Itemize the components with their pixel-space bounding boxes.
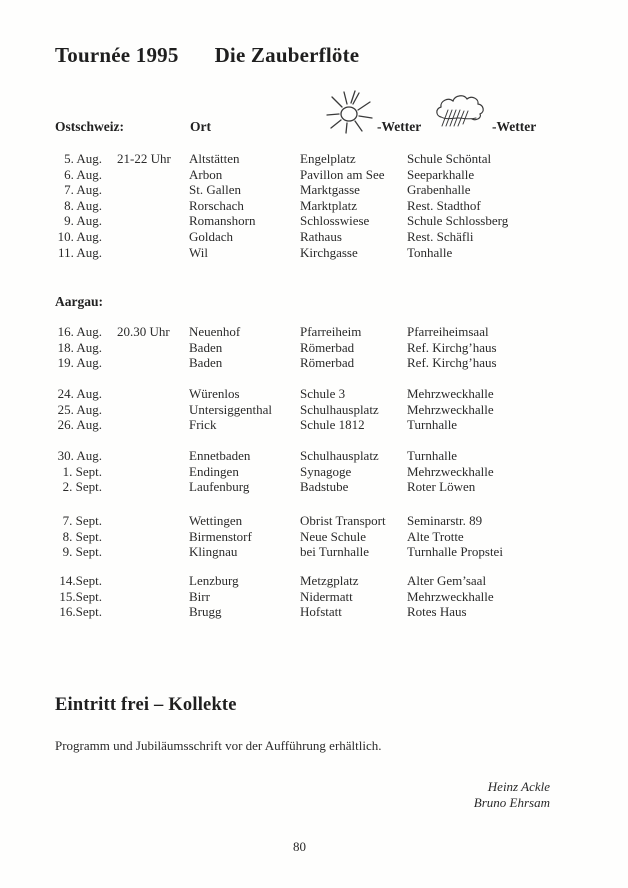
halle-cell: Turnhalle Propstei [407, 544, 503, 560]
ort-cell: Baden [189, 339, 223, 355]
ort-cell: Ennetbaden [189, 448, 251, 463]
signature-heinz-ackle: Heinz Ackle [487, 779, 550, 794]
title-work: Die Zauberflöte [214, 43, 360, 67]
ort-cell: Würenlos [189, 386, 240, 401]
platz-cell: Römerbad [300, 339, 355, 355]
schedule-row [50, 448, 610, 464]
date-cell: 8. Sept. [62, 528, 102, 544]
ort-cell: Neuenhof [189, 324, 241, 339]
platz-cell: Schulhausplatz [300, 401, 379, 417]
halle-cell: Grabenhalle [407, 182, 471, 198]
ort-column-label: Ort [190, 119, 211, 134]
halle-cell: Mehrzweckhalle [407, 401, 494, 417]
date-cell: 30. Aug. [57, 448, 102, 463]
halle-cell: Mehrzweckhalle [407, 588, 494, 604]
halle-cell: Alte Trotte [407, 528, 464, 544]
schedule-group-aargau-2 [50, 386, 610, 433]
ort-cell: Laufenburg [189, 479, 250, 495]
platz-cell: Metzgplatz [300, 573, 359, 588]
platz-cell: Engelplatz [300, 151, 356, 166]
time-cell: 20.30 Uhr [117, 324, 170, 339]
schedule-group-aargau-3 [50, 448, 610, 495]
halle-cell: Schule Schöntal [407, 151, 492, 166]
date-cell: 7. Sept. [62, 513, 102, 528]
halle-cell: Rotes Haus [407, 604, 467, 620]
schedule-row [50, 402, 610, 418]
ort-cell: Brugg [189, 604, 222, 620]
schedule-row [50, 198, 610, 214]
ort-cell: Frick [189, 417, 217, 433]
platz-cell: Römerbad [300, 355, 355, 371]
date-cell: 9. Aug. [64, 213, 102, 229]
platz-cell: Schlosswiese [300, 213, 370, 229]
program-note: Programm und Jubiläumsschrift vor der Aufführung erhältlich. [55, 738, 382, 753]
date-cell: 5. Aug. [64, 151, 102, 166]
halle-cell: Turnhalle [407, 417, 458, 433]
ort-cell: Altstätten [189, 151, 240, 166]
halle-cell: Ref. Kirchg’haus [407, 355, 497, 371]
schedule-row [50, 513, 610, 529]
platz-cell: Schule 1812 [300, 417, 365, 433]
platz-cell: Marktplatz [300, 197, 358, 213]
ort-cell: Klingnau [189, 544, 238, 560]
schedule-group-aargau-1 [50, 324, 610, 371]
ort-cell: St. Gallen [189, 182, 241, 198]
platz-cell: Hofstatt [300, 604, 342, 620]
date-cell: 2. Sept. [62, 479, 102, 495]
date-cell: 1. Sept. [62, 463, 102, 479]
region-label-aargau: Aargau: [55, 294, 103, 309]
date-cell: 15.Sept. [59, 588, 102, 604]
schedule-row [50, 417, 610, 433]
eintritt-heading: Eintritt frei – Kollekte [55, 695, 237, 715]
schedule-row [50, 340, 610, 356]
time-cell: 21-22 Uhr [117, 151, 171, 166]
date-cell: 25. Aug. [57, 401, 102, 417]
date-cell: 26. Aug. [57, 417, 102, 433]
ort-cell: Rorschach [189, 197, 244, 213]
schedule-row [50, 573, 610, 589]
platz-cell: Obrist Transport [300, 513, 386, 528]
platz-cell: Schulhausplatz [300, 448, 379, 463]
halle-cell: Alter Gem’saal [407, 573, 487, 588]
ort-cell: Arbon [189, 166, 223, 182]
halle-cell: Schule Schlossberg [407, 213, 509, 229]
platz-cell: Nidermatt [300, 588, 353, 604]
date-cell: 7. Aug. [64, 182, 102, 198]
schedule-row [50, 355, 610, 371]
date-cell: 6. Aug. [64, 166, 102, 182]
ort-cell: Lenzburg [189, 573, 239, 588]
platz-cell: Rathaus [300, 228, 342, 244]
date-cell: 11. Aug. [58, 244, 102, 260]
ort-cell: Goldach [189, 228, 234, 244]
halle-cell: Ref. Kirchg’haus [407, 339, 497, 355]
date-cell: 16. Aug. [57, 324, 102, 339]
halle-cell: Rest. Schäfli [407, 228, 474, 244]
halle-cell: Tonhalle [407, 244, 453, 260]
halle-cell: Turnhalle [407, 448, 458, 463]
schedule-row [50, 213, 610, 229]
halle-cell: Pfarreiheimsaal [407, 324, 489, 339]
date-cell: 19. Aug. [57, 355, 102, 371]
schedule-row [50, 151, 610, 167]
schedule-row [50, 182, 610, 198]
schedule-row [50, 464, 610, 480]
date-cell: 10. Aug. [57, 228, 102, 244]
region-label-ostschweiz: Ostschweiz: [55, 119, 124, 134]
schedule-row [50, 529, 610, 545]
date-cell: 9. Sept. [62, 544, 102, 560]
title-tour: Tournée 1995 [55, 43, 179, 67]
date-cell: 16.Sept. [59, 604, 102, 620]
date-cell: 14.Sept. [59, 573, 102, 588]
signature-bruno-ehrsam: Bruno Ehrsam [473, 794, 550, 810]
schedule-group-aargau-4 [50, 513, 610, 560]
platz-cell: Neue Schule [300, 528, 367, 544]
platz-cell: Badstube [300, 479, 349, 495]
signatures [474, 779, 550, 811]
halle-cell: Roter Löwen [407, 479, 476, 495]
date-cell: 8. Aug. [64, 197, 102, 213]
ort-cell: Baden [189, 355, 223, 371]
ort-cell: Wettingen [189, 513, 243, 528]
platz-cell: Pfarreiheim [300, 324, 362, 339]
platz-cell: Kirchgasse [300, 244, 358, 260]
schedule-group-ostschweiz [50, 151, 610, 260]
halle-cell: Mehrzweckhalle [407, 463, 494, 479]
sun-wetter-label: -Wetter [377, 119, 422, 134]
rain-wetter-label: -Wetter [492, 119, 537, 134]
halle-cell: Seminarstr. 89 [407, 513, 483, 528]
schedule-row [50, 479, 610, 495]
schedule-row [50, 589, 610, 605]
ort-cell: Romanshorn [189, 213, 256, 229]
date-cell: 24. Aug. [57, 386, 102, 401]
halle-cell: Mehrzweckhalle [407, 386, 494, 401]
schedule-row [50, 167, 610, 183]
date-cell: 18. Aug. [57, 339, 102, 355]
schedule-group-aargau-5 [50, 573, 610, 620]
schedule-row [50, 386, 610, 402]
ort-cell: Birr [189, 588, 210, 604]
schedule-row [50, 544, 610, 560]
schedule-row [50, 229, 610, 245]
halle-cell: Seeparkhalle [407, 166, 475, 182]
page-number: 80 [293, 839, 306, 854]
ort-cell: Endingen [189, 463, 239, 479]
platz-cell: Marktgasse [300, 182, 360, 198]
platz-cell: Synagoge [300, 463, 352, 479]
schedule-row [50, 245, 610, 261]
schedule-row [50, 324, 610, 340]
ort-cell: Untersiggenthal [189, 401, 273, 417]
ort-cell: Birmenstorf [189, 528, 252, 544]
platz-cell: Schule 3 [300, 386, 346, 401]
halle-cell: Rest. Stadthof [407, 197, 481, 213]
schedule-row [50, 604, 610, 620]
platz-cell: Pavillon am See [300, 166, 385, 182]
platz-cell: bei Turnhalle [300, 544, 369, 560]
ort-cell: Wil [189, 244, 208, 260]
